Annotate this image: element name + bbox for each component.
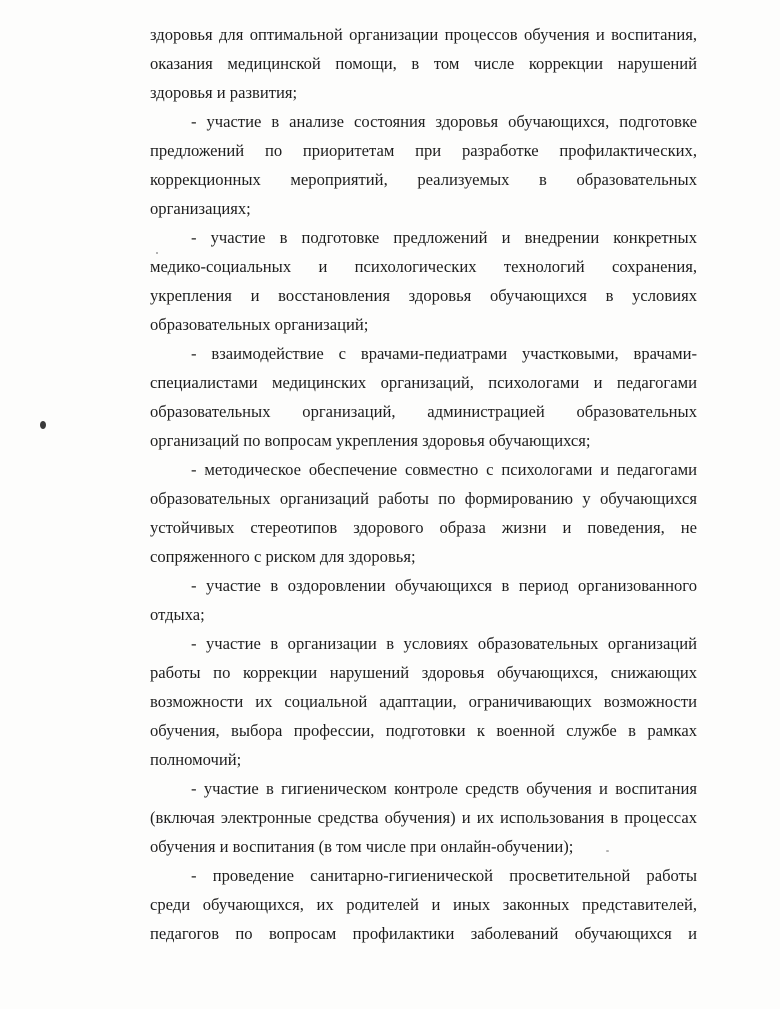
paragraph [150, 107, 697, 223]
paragraph [150, 455, 697, 571]
text-line: организациях; [150, 199, 251, 218]
text-line: предложений по приоритетам при разработке профилактических, [150, 141, 697, 160]
text-line: устойчивых стереотипов здорового образа жизни и поведения, не [150, 518, 697, 537]
paragraph [150, 774, 697, 861]
text-line: укрепления и восстановления здоровья обучающихся в условиях [150, 286, 697, 305]
text-line: специалистами медицинских организаций, психологами и педагогами [150, 373, 697, 392]
paragraph [150, 861, 697, 948]
text-line: коррекционных мероприятий, реализуемых в образовательных [150, 170, 697, 189]
text-line: обучения и воспитания (в том числе при онлайн-обучении); [150, 837, 574, 856]
text-line: полномочий; [150, 750, 242, 769]
text-line: обучения, выбора профессии, подготовки к военной службе в рамках [150, 721, 697, 740]
text-line: педагогов по вопросам профилактики заболеваний обучающихся и [150, 924, 697, 943]
scan-speck [40, 421, 46, 429]
text-line: - проведение санитарно-гигиенической просветительной работы [191, 866, 697, 885]
text-line: сопряженного с риском для здоровья; [150, 547, 416, 566]
text-line: здоровья для оптимальной организации процессов обучения и воспитания, [150, 25, 697, 44]
text-line: работы по коррекции нарушений здоровья обучающихся, снижающих [150, 663, 697, 682]
text-line: - участие в гигиеническом контроле средств обучения и воспитания [191, 779, 697, 798]
text-line: - участие в организации в условиях образовательных организаций [191, 634, 697, 653]
text-line: - участие в подготовке предложений и внедрении конкретных [191, 228, 697, 247]
text-line: образовательных организаций; [150, 315, 369, 334]
text-line: - взаимодействие с врачами-педиатрами участковыми, врачами- [191, 344, 697, 363]
text-line: - методическое обеспечение совместно с психологами и педагогами [191, 460, 697, 479]
text-line: (включая электронные средства обучения) и их использования в процессах [150, 808, 697, 827]
text-line: здоровья и развития; [150, 83, 298, 102]
text-line: возможности их социальной адаптации, ограничивающих возможности [150, 692, 697, 711]
text-line: - участие в оздоровлении обучающихся в период организованного [191, 576, 697, 595]
text-line: образовательных организаций, администрацией образовательных [150, 402, 697, 421]
paragraph [150, 629, 697, 774]
text-line: медико-социальных и психологических технологий сохранения, [150, 257, 697, 276]
text-line: образовательных организаций работы по формированию у обучающихся [150, 489, 697, 508]
paragraph [150, 20, 697, 107]
paragraph [150, 339, 697, 455]
paragraph [150, 223, 697, 339]
text-line: среди обучающихся, их родителей и иных законных представителей, [150, 895, 697, 914]
text-line: отдыха; [150, 605, 205, 624]
document-body [150, 20, 697, 948]
text-line: оказания медицинской помощи, в том числе коррекции нарушений [150, 54, 697, 73]
paragraph [150, 571, 697, 629]
text-line: - участие в анализе состояния здоровья обучающихся, подготовке [191, 112, 697, 131]
text-line: организаций по вопросам укрепления здоровья обучающихся; [150, 431, 591, 450]
